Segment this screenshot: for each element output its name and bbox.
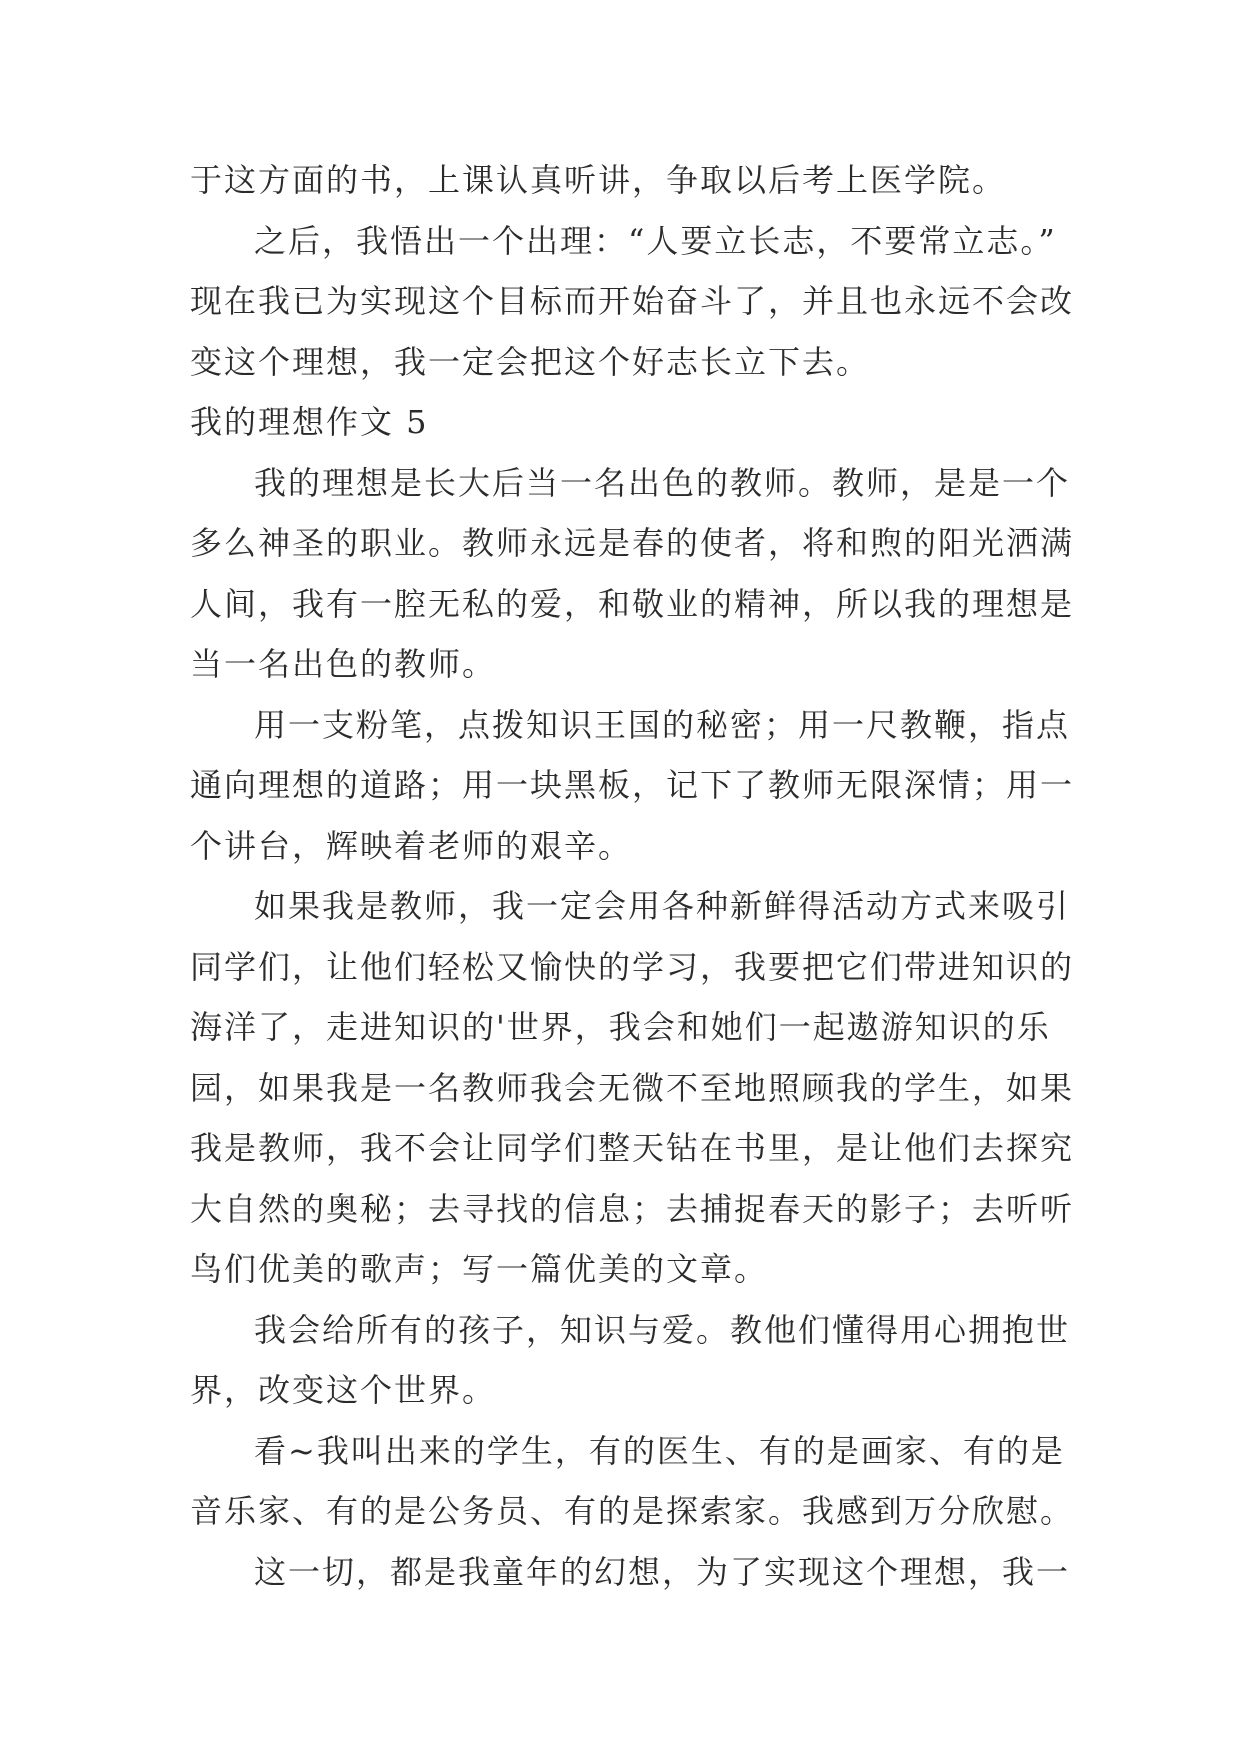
text-line: 之后，我悟出一个出理：“人要立长志，不要常立志。”: [254, 221, 1057, 260]
text-line: 界，改变这个世界。: [190, 1371, 497, 1409]
text-line: 看~我叫出来的学生，有的医生、有的是画家、有的是: [254, 1431, 1065, 1470]
section-heading: 我的理想作文 5: [190, 403, 429, 441]
text-line: 鸟们优美的歌声；写一篇优美的文章。: [190, 1250, 769, 1288]
text-line: 这一切，都是我童年的幻想，为了实现这个理想，我一: [254, 1552, 1071, 1591]
text-line: 园，如果我是一名教师我会无微不至地照顾我的学生，如果: [190, 1068, 1075, 1107]
text-line: 海洋了，走进知识的'世界，我会和她们一起遨游知识的乐: [190, 1008, 1051, 1046]
text-line: 同学们，让他们轻松又愉快的学习，我要把它们带进知识的: [190, 947, 1075, 986]
text-line: 于这方面的书，上课认真听讲，争取以后考上医学院。: [190, 161, 1007, 199]
text-line: 如果我是教师，我一定会用各种新鲜得活动方式来吸引: [254, 887, 1071, 925]
text-line: 我的理想是长大后当一名出色的教师。教师，是是一个: [254, 463, 1071, 502]
text-line: 用一支粉笔，点拨知识王国的秘密；用一尺教鞭，指点: [254, 705, 1071, 744]
text-line: 我是教师，我不会让同学们整天钻在书里，是让他们去探究: [190, 1129, 1075, 1167]
text-line: 我会给所有的孩子，知识与爱。教他们懂得用心拥抱世: [254, 1310, 1071, 1349]
document-body: [190, 150, 1075, 1602]
text-line: 多么神圣的职业。教师永远是春的使者，将和煦的阳光洒满: [190, 524, 1075, 562]
text-line: 人间，我有一腔无私的爱，和敬业的精神，所以我的理想是: [190, 584, 1075, 623]
text-line: 个讲台，辉映着老师的艰辛。: [190, 826, 633, 865]
text-line: 通向理想的道路；用一块黑板，记下了教师无限深情；用一: [190, 766, 1075, 804]
text-line: 大自然的奥秘；去寻找的信息；去捕捉春天的影子；去听听: [190, 1189, 1075, 1228]
text-line: 当一名出色的教师。: [190, 645, 497, 683]
text-line: 音乐家、有的是公务员、有的是探索家。我感到万分欣慰。: [190, 1492, 1075, 1530]
text-line: 变这个理想，我一定会把这个好志长立下去。: [190, 342, 871, 381]
text-line: 现在我已为实现这个目标而开始奋斗了，并且也永远不会改: [190, 282, 1075, 320]
